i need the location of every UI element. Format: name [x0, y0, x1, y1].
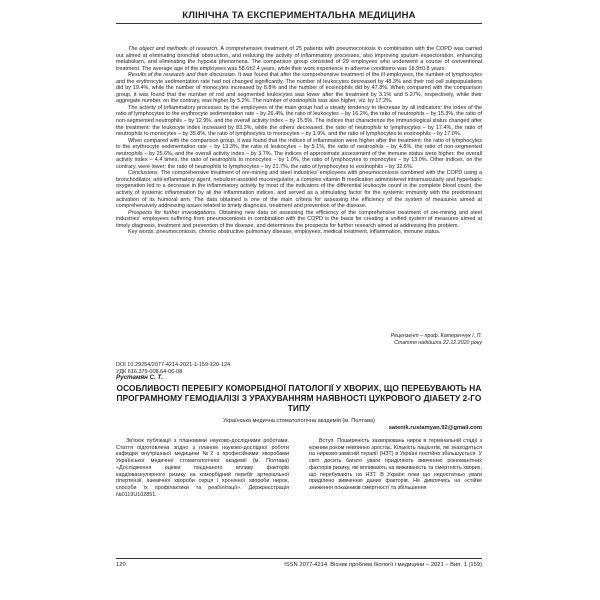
funding-note: Зв'язок публікації з плановими науково-дослідними роботами. Стаття підготовлена згідно з планом науково-дослідної роботи кафедри внутрішньої медицини №2 з професійними хворобами Української медичної стоматологічної академії (м. Полтава) «Дослідження оцінки поєднаного впливу факторів кардіоваскулярного ризику на коморбідний перебіг артеріальної гіпертензії, ішемічної хвороби серця і хронічної хвороби нирок, способи їх профілактики та реабілітації». Держреєстрація №0119U102851. [116, 438, 289, 498]
author-affiliation: Українська медична стоматологічна академія (м. Полтава) [223, 418, 375, 424]
body-column-left [116, 438, 289, 498]
abstract-keywords: Key words: pneumoconiosis, chronic obstructive pulmonary disease, employees, medical treatment, inflammation, immune status. [128, 229, 441, 236]
article-title: ОСОБЛИВОСТІ ПЕРЕБІГУ КОМОРБІДНОЇ ПАТОЛОГІЇ У ХВОРИХ, ЩО ПЕРЕБУВАЮТЬ НА ПРОГРАМНОМУ ГЕМОДІАЛІЗІ З УРАХУВАННЯМ НАЯВНОСТІ ЦУКРОВОГО ДІАБЕТУ 2-ГО ТИПУ [116, 383, 482, 414]
page-footer [116, 558, 482, 568]
received-date: Стаття надійшла 22.12.2020 року [394, 339, 482, 346]
running-header [116, 10, 482, 24]
body-column-right [309, 438, 482, 492]
english-abstract [116, 46, 482, 236]
journal-section-title: КЛІНІЧНА ТА ЕКСПЕРИМЕНТАЛЬНА МЕДИЦИНА [182, 10, 416, 21]
abstract-conclusions: Conclusions. The comprehensive treatment of ore-mining and steel industries' employees with pneumoconiosis combined with the COPD using a bronchodilator, anti-inflammatory agent, nebulizer-assisted mucoregulator, a complex vitamin B medication administered intramuscularly and hyperbaric oxygenation led to a decrease in the inflammatory activity by most of the indicators of the differential leukocyte count in the complete blood count, the activity of systemic inflammation by all the inflammation indices, and served as a stimulating factor for the systemic immunity with the predominant activation of its humoral arm. The data obtained is one of the main criteria for assessing the efficiency of the system of measures aimed at comprehensively addressing issues related to timely diagnosis, treatment and prevention of the disease. [116, 170, 482, 210]
abstract-inflammation: The activity of inflammatory processes by the employees of the main group had a steady tendency to decrease by all indicators: the index of the ratio of lymphocytes to the erythrocyte sedimentation rate – by 26.4%, the ratio of leukocytes – by 16.2%, the ratio of neutrophils – by 15.3%, the ratio of non-segmented neutrophils – by 12.9%, and the overall activity index – by 15.5%. The indices that characterize the immunological status changed after the treatment: the leukocyte index increased by 83.3%, while the others decreased: the ratio of neutrophils to lymphocytes – by 17.4%, the ratio of neutrophils to monocytes – by 35.8%, the ratio of lymphocytes to monocytes – by 1.9%, and the ratio of lymphocytes to eosinophils – by 17.0%. [116, 104, 482, 138]
abstract-results: Results of the research and their discussion. It was found that after the comprehensive treatment of the ill employees, the number of lymphocytes and the erythrocyte sedimentation rate had not changed significantly. The number of leukocytes decreased by 48.3% and their rod cell subpopulations did by 19.4%, while the number of monocytes increased by 8.8% and the number of eosinophils did by 47.8%. When compared with the comparison group, it was found that the number of rod and segmented leukocytes was lower after the treatment by 3.1% and 5.27%, respectively, while their aggregate number, on the contrary, was higher by 5.2%. The number of eosinophils was also higher, viz. by 17.2%. [116, 72, 483, 105]
abstract-prospects: Prospects for further investigations. Obtaining new data on assessing the efficiency of the comprehensive treatment of ore-mining and steel industries' employees suffering from pneumoconiosis in combination with the COPD is the basis for creating a unified system of measures aimed at timely diagnosis, treatment and prevention of the disease, and determines the prospects for further research aimed at addressing this problem. [116, 209, 482, 229]
journal-issue-info: ISSN 2077-4214. Вісник проблем біології і медицини – 2021 – Вип. 1 (159) [284, 562, 482, 568]
review-signoff [391, 333, 482, 346]
footer-divider [116, 558, 482, 559]
author-name: Рустамян С. Т. [116, 374, 163, 381]
udc-code: УДК 616.379-008.64-06-08 [116, 368, 183, 375]
abstract-comparison: When compared with the comparison group, it was found that the indices of inflammation were higher after the treatment: the ratio of lymphocytes to the erythrocyte sedimentation rate – by 13.3%, the ratio of leukocytes – by 5.1%, the ratio of neutrophils – by 4.8%, the ratio of non-segmented neutrophils – by 25.6%, and the overall activity index – by 3.7%. The indices of approximate assessment of the immune status were higher: the overall activity index – 4.4 times, the ratio of neutrophils to monocytes – by 1.0%, the ratio of lymphocytes to monocytes – by 13.0%. Other indices, on the contrary, were lower: the ratio of neutrophils to lymphocytes – by 21.7%, the ratio of lymphocytes to eosinophils – by 32.6%. [116, 137, 482, 170]
reviewer-line: Рецензент – проф. Катеренчук І. П. [390, 333, 482, 339]
doi-link[interactable]: DOI 10.29254/2077-4214-2021-1-159-120-124 [116, 362, 231, 368]
article-meta [116, 362, 482, 382]
page-number: 120 [116, 562, 126, 568]
header-divider [116, 23, 482, 24]
abstract-methods: The object and methods of research. A comprehensive treatment of 25 patients with pneumoconiosis in combination with the COPD was carried out aimed at eliminating bronchial obstruction, and reducing the activity of inflammatory processes, also improving sputum expectoration, enhancing metabolism, and eliminating the hypoxia phenomena. The comparison group consisted of 29 employees who underwent a course of conventional treatment. The average age of the employees was 58.6±2.4 years, while their work experience in adverse conditions was 18.9±0.8 years. [116, 46, 483, 72]
author-email[interactable]: satenik.rustamyan.92@gmail.com [388, 425, 482, 431]
introduction-text: Вступ. Поширеність захворювань нирок в термінальній стадії з кожним роком невпинно зростає. Кількість пацієнтів, які знаходяться на нирково-замісній терапії (НЗТ) в Україні постійно збільшується. У світі досить багато уваги приділяють вивченню різноманітних факторів ризику, які впливають на виживаність та смертність хворих, що перебувають на НЗТ. В Україні поки що недостатньо уваги приділено вивченню даних факторів. Не дивлячись на «стійке зниження показників смертності та збільшення [309, 438, 482, 491]
